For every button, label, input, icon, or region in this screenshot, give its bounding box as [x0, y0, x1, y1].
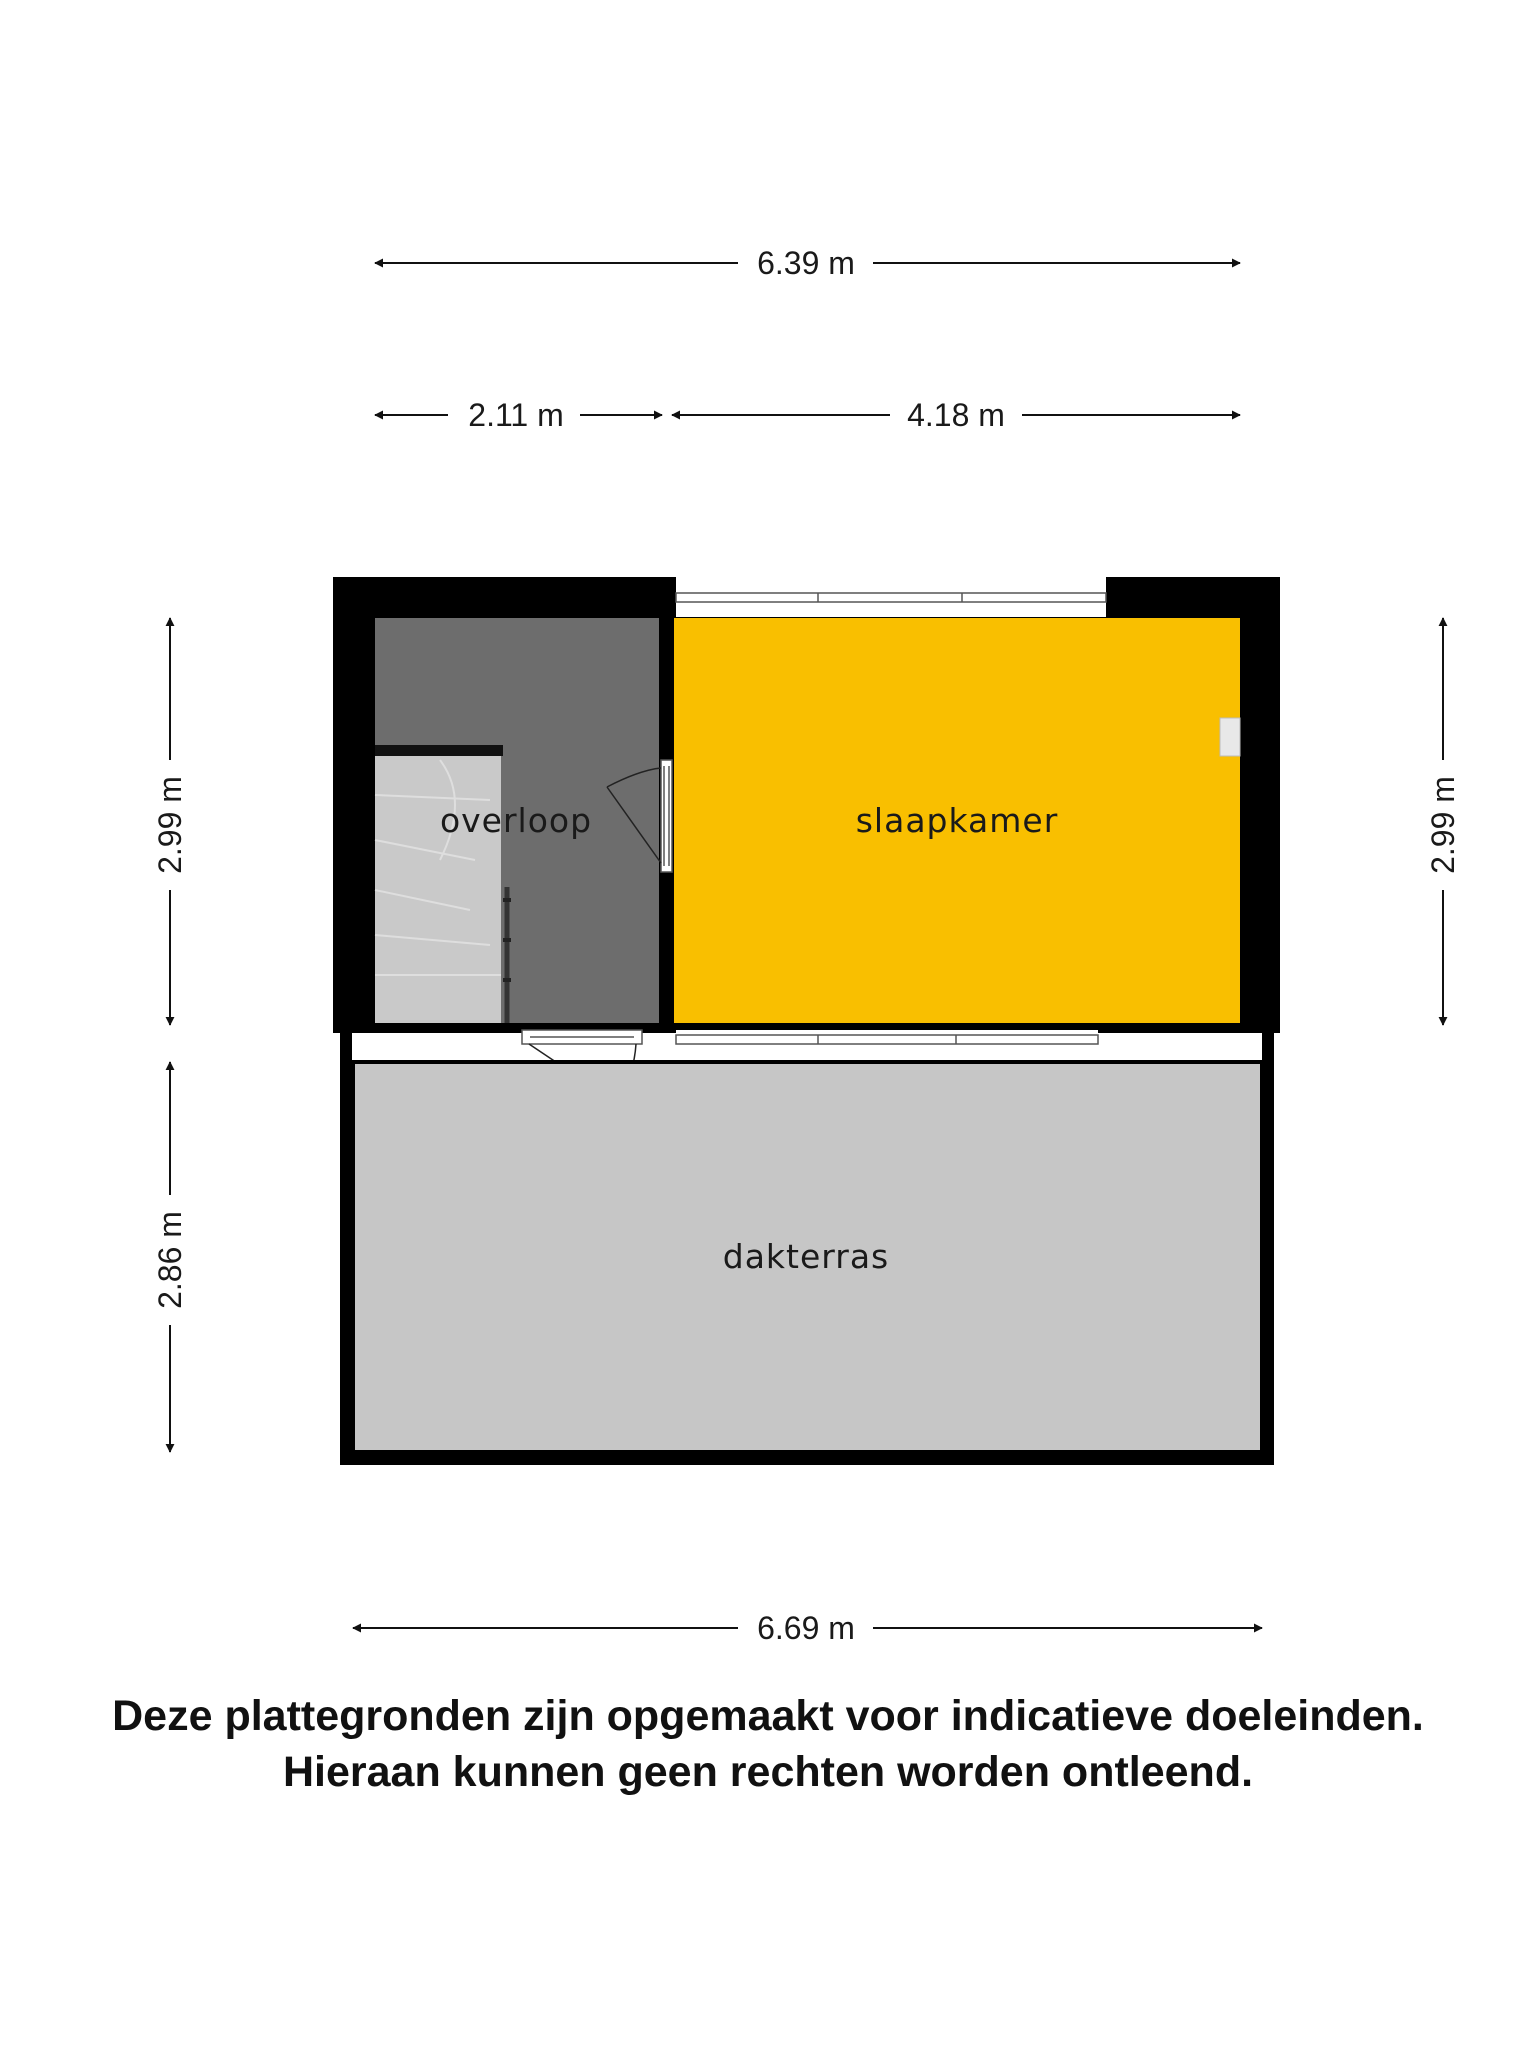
- window-top: [676, 577, 1106, 617]
- dimension-label-top-right: 4.18 m: [907, 397, 1005, 433]
- dimension-top-total: [375, 245, 1240, 281]
- dimension-label-left-upper: 2.99 m: [152, 776, 188, 874]
- radiator: [1220, 718, 1240, 756]
- dimension-label-top-total: 6.39 m: [757, 245, 855, 281]
- room-label-landing: overloop: [439, 801, 593, 840]
- wall-step-right: [1262, 1030, 1274, 1060]
- window-bottom: [676, 1030, 1098, 1048]
- staircase: [375, 745, 511, 1023]
- dimension-label-right-upper: 2.99 m: [1425, 776, 1461, 874]
- dimension-top-left: [375, 397, 662, 433]
- disclaimer-line-1: Deze plattegronden zijn opgemaakt voor indicatieve doeleinden.: [112, 1692, 1424, 1740]
- room-label-roof-terrace: dakterras: [722, 1237, 890, 1276]
- dimension-left-upper: [152, 618, 188, 1025]
- dimension-right-upper: [1425, 618, 1461, 1025]
- wall-step-left: [340, 1030, 352, 1060]
- dimension-top-right: [672, 397, 1240, 433]
- dimension-bottom-total: [353, 1610, 1262, 1646]
- disclaimer-line-2: Hieraan kunnen geen rechten worden ontleend.: [282, 1748, 1254, 1796]
- room-label-bedroom: slaapkamer: [855, 801, 1059, 840]
- dimension-label-left-lower: 2.86 m: [152, 1211, 188, 1309]
- dimension-left-lower: [152, 1062, 188, 1452]
- dimension-label-bottom-total: 6.69 m: [757, 1610, 855, 1646]
- dimension-label-top-left: 2.11 m: [468, 397, 564, 433]
